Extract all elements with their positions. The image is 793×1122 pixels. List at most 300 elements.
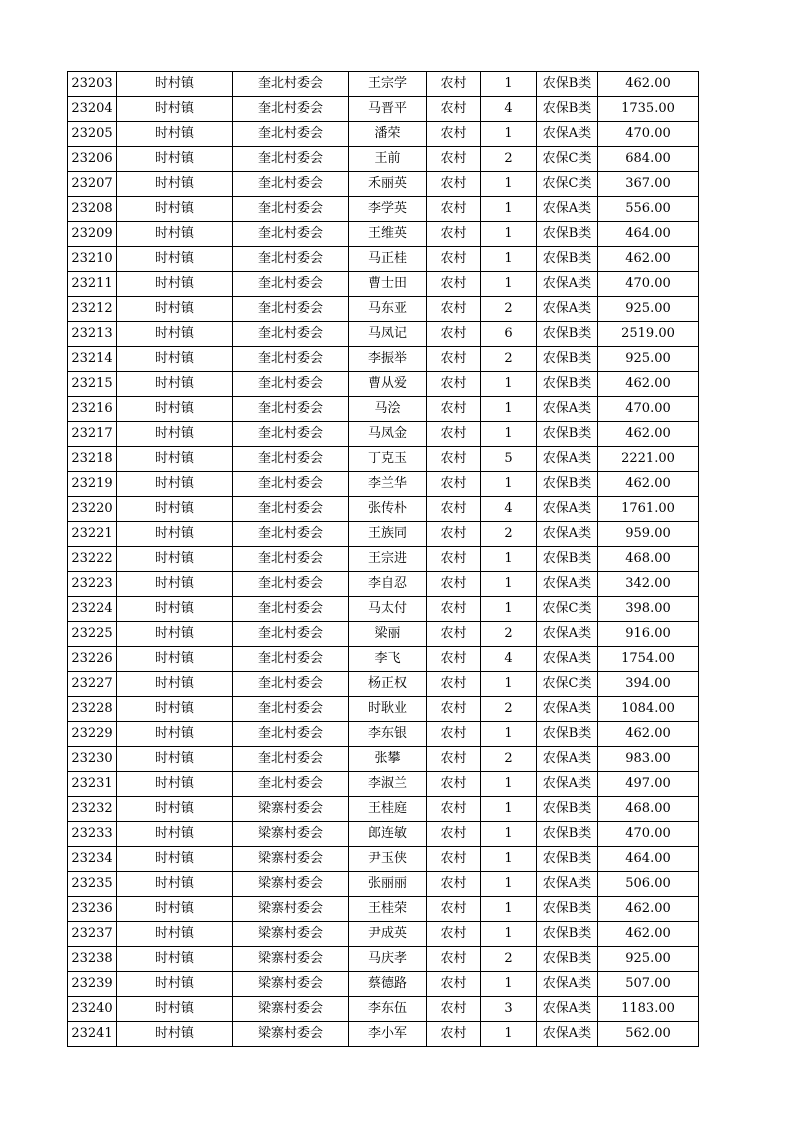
household-type-cell: 农村 <box>427 422 481 447</box>
village-committee-cell: 梁寨村委会 <box>233 947 349 972</box>
record-id-cell: 23224 <box>68 597 117 622</box>
table-row <box>68 672 699 697</box>
member-count-cell: 6 <box>481 322 537 347</box>
person-name-cell: 张攀 <box>349 747 427 772</box>
member-count-cell: 1 <box>481 972 537 997</box>
category-cell: 农保B类 <box>537 922 598 947</box>
town-cell: 时村镇 <box>117 922 233 947</box>
village-committee-cell: 奎北村委会 <box>233 247 349 272</box>
person-name-cell: 王前 <box>349 147 427 172</box>
category-cell: 农保B类 <box>537 72 598 97</box>
member-count-cell: 3 <box>481 997 537 1022</box>
village-committee-cell: 奎北村委会 <box>233 97 349 122</box>
town-cell: 时村镇 <box>117 147 233 172</box>
village-committee-cell: 奎北村委会 <box>233 497 349 522</box>
member-count-cell: 1 <box>481 922 537 947</box>
record-id-cell: 23212 <box>68 297 117 322</box>
village-committee-cell: 奎北村委会 <box>233 297 349 322</box>
household-type-cell: 农村 <box>427 772 481 797</box>
person-name-cell: 杨正权 <box>349 672 427 697</box>
town-cell: 时村镇 <box>117 647 233 672</box>
amount-cell: 462.00 <box>598 922 699 947</box>
village-committee-cell: 奎北村委会 <box>233 372 349 397</box>
record-id-cell: 23227 <box>68 672 117 697</box>
town-cell: 时村镇 <box>117 347 233 372</box>
member-count-cell: 1 <box>481 672 537 697</box>
person-name-cell: 李兰华 <box>349 472 427 497</box>
amount-cell: 1735.00 <box>598 97 699 122</box>
record-id-cell: 23241 <box>68 1022 117 1047</box>
town-cell: 时村镇 <box>117 872 233 897</box>
table-row <box>68 972 699 997</box>
town-cell: 时村镇 <box>117 197 233 222</box>
person-name-cell: 马凤记 <box>349 322 427 347</box>
town-cell: 时村镇 <box>117 297 233 322</box>
village-committee-cell: 奎北村委会 <box>233 747 349 772</box>
household-type-cell: 农村 <box>427 747 481 772</box>
person-name-cell: 尹玉侠 <box>349 847 427 872</box>
village-committee-cell: 奎北村委会 <box>233 397 349 422</box>
town-cell: 时村镇 <box>117 947 233 972</box>
table-row <box>68 822 699 847</box>
member-count-cell: 2 <box>481 297 537 322</box>
village-committee-cell: 奎北村委会 <box>233 272 349 297</box>
town-cell: 时村镇 <box>117 522 233 547</box>
category-cell: 农保C类 <box>537 672 598 697</box>
record-id-cell: 23220 <box>68 497 117 522</box>
category-cell: 农保A类 <box>537 497 598 522</box>
record-id-cell: 23206 <box>68 147 117 172</box>
village-committee-cell: 梁寨村委会 <box>233 897 349 922</box>
person-name-cell: 梁丽 <box>349 622 427 647</box>
household-type-cell: 农村 <box>427 497 481 522</box>
record-id-cell: 23218 <box>68 447 117 472</box>
person-name-cell: 马浍 <box>349 397 427 422</box>
amount-cell: 562.00 <box>598 1022 699 1047</box>
record-id-cell: 23230 <box>68 747 117 772</box>
record-id-cell: 23216 <box>68 397 117 422</box>
household-type-cell: 农村 <box>427 97 481 122</box>
town-cell: 时村镇 <box>117 497 233 522</box>
household-type-cell: 农村 <box>427 847 481 872</box>
person-name-cell: 张丽丽 <box>349 872 427 897</box>
record-id-cell: 23204 <box>68 97 117 122</box>
table-row <box>68 597 699 622</box>
person-name-cell: 李东银 <box>349 722 427 747</box>
town-cell: 时村镇 <box>117 797 233 822</box>
amount-cell: 1754.00 <box>598 647 699 672</box>
person-name-cell: 李学英 <box>349 197 427 222</box>
amount-cell: 556.00 <box>598 197 699 222</box>
town-cell: 时村镇 <box>117 72 233 97</box>
village-committee-cell: 奎北村委会 <box>233 147 349 172</box>
household-type-cell: 农村 <box>427 322 481 347</box>
member-count-cell: 2 <box>481 747 537 772</box>
amount-cell: 925.00 <box>598 297 699 322</box>
village-committee-cell: 奎北村委会 <box>233 572 349 597</box>
person-name-cell: 时耿业 <box>349 697 427 722</box>
town-cell: 时村镇 <box>117 897 233 922</box>
household-type-cell: 农村 <box>427 547 481 572</box>
amount-cell: 925.00 <box>598 947 699 972</box>
table-row <box>68 897 699 922</box>
member-count-cell: 1 <box>481 847 537 872</box>
person-name-cell: 马晋平 <box>349 97 427 122</box>
amount-cell: 959.00 <box>598 522 699 547</box>
village-committee-cell: 奎北村委会 <box>233 172 349 197</box>
village-committee-cell: 梁寨村委会 <box>233 922 349 947</box>
record-id-cell: 23215 <box>68 372 117 397</box>
category-cell: 农保B类 <box>537 347 598 372</box>
village-committee-cell: 奎北村委会 <box>233 322 349 347</box>
member-count-cell: 2 <box>481 147 537 172</box>
household-type-cell: 农村 <box>427 447 481 472</box>
household-type-cell: 农村 <box>427 597 481 622</box>
category-cell: 农保A类 <box>537 997 598 1022</box>
member-count-cell: 1 <box>481 1022 537 1047</box>
amount-cell: 462.00 <box>598 897 699 922</box>
village-committee-cell: 奎北村委会 <box>233 222 349 247</box>
village-committee-cell: 梁寨村委会 <box>233 822 349 847</box>
record-id-cell: 23235 <box>68 872 117 897</box>
record-id-cell: 23210 <box>68 247 117 272</box>
village-committee-cell: 梁寨村委会 <box>233 847 349 872</box>
table-row <box>68 322 699 347</box>
amount-cell: 506.00 <box>598 872 699 897</box>
person-name-cell: 王维英 <box>349 222 427 247</box>
table-row <box>68 847 699 872</box>
village-committee-cell: 奎北村委会 <box>233 472 349 497</box>
person-name-cell: 马东亚 <box>349 297 427 322</box>
record-id-cell: 23223 <box>68 572 117 597</box>
category-cell: 农保A类 <box>537 522 598 547</box>
table-row <box>68 272 699 297</box>
household-type-cell: 农村 <box>427 647 481 672</box>
person-name-cell: 李自忍 <box>349 572 427 597</box>
record-id-cell: 23228 <box>68 697 117 722</box>
town-cell: 时村镇 <box>117 672 233 697</box>
person-name-cell: 李东伍 <box>349 997 427 1022</box>
village-committee-cell: 梁寨村委会 <box>233 972 349 997</box>
table-row <box>68 197 699 222</box>
household-type-cell: 农村 <box>427 397 481 422</box>
member-count-cell: 1 <box>481 797 537 822</box>
amount-cell: 1761.00 <box>598 497 699 522</box>
amount-cell: 925.00 <box>598 347 699 372</box>
member-count-cell: 1 <box>481 197 537 222</box>
table-row <box>68 922 699 947</box>
town-cell: 时村镇 <box>117 422 233 447</box>
record-id-cell: 23219 <box>68 472 117 497</box>
person-name-cell: 郎连敏 <box>349 822 427 847</box>
amount-cell: 470.00 <box>598 122 699 147</box>
village-committee-cell: 梁寨村委会 <box>233 1022 349 1047</box>
household-type-cell: 农村 <box>427 872 481 897</box>
town-cell: 时村镇 <box>117 472 233 497</box>
category-cell: 农保A类 <box>537 972 598 997</box>
person-name-cell: 李飞 <box>349 647 427 672</box>
village-committee-cell: 奎北村委会 <box>233 622 349 647</box>
amount-cell: 684.00 <box>598 147 699 172</box>
amount-cell: 468.00 <box>598 547 699 572</box>
amount-cell: 470.00 <box>598 272 699 297</box>
category-cell: 农保B类 <box>537 472 598 497</box>
household-type-cell: 农村 <box>427 172 481 197</box>
category-cell: 农保A类 <box>537 197 598 222</box>
category-cell: 农保A类 <box>537 747 598 772</box>
record-id-cell: 23203 <box>68 72 117 97</box>
amount-cell: 462.00 <box>598 722 699 747</box>
person-name-cell: 王桂庭 <box>349 797 427 822</box>
person-name-cell: 李淑兰 <box>349 772 427 797</box>
person-name-cell: 潘荣 <box>349 122 427 147</box>
category-cell: 农保A类 <box>537 697 598 722</box>
household-type-cell: 农村 <box>427 197 481 222</box>
table-row <box>68 297 699 322</box>
town-cell: 时村镇 <box>117 772 233 797</box>
amount-cell: 462.00 <box>598 247 699 272</box>
member-count-cell: 1 <box>481 372 537 397</box>
village-committee-cell: 梁寨村委会 <box>233 872 349 897</box>
member-count-cell: 2 <box>481 522 537 547</box>
person-name-cell: 禾丽英 <box>349 172 427 197</box>
village-committee-cell: 奎北村委会 <box>233 122 349 147</box>
person-name-cell: 王桂荣 <box>349 897 427 922</box>
amount-cell: 398.00 <box>598 597 699 622</box>
table-row <box>68 697 699 722</box>
record-id-cell: 23237 <box>68 922 117 947</box>
town-cell: 时村镇 <box>117 722 233 747</box>
category-cell: 农保C类 <box>537 172 598 197</box>
amount-cell: 916.00 <box>598 622 699 647</box>
table-row <box>68 97 699 122</box>
table-row <box>68 122 699 147</box>
category-cell: 农保A类 <box>537 622 598 647</box>
town-cell: 时村镇 <box>117 97 233 122</box>
member-count-cell: 1 <box>481 172 537 197</box>
table-row <box>68 72 699 97</box>
category-cell: 农保B类 <box>537 947 598 972</box>
category-cell: 农保B类 <box>537 247 598 272</box>
record-id-cell: 23213 <box>68 322 117 347</box>
person-name-cell: 曹士田 <box>349 272 427 297</box>
person-name-cell: 马庆孝 <box>349 947 427 972</box>
table-row <box>68 522 699 547</box>
category-cell: 农保B类 <box>537 822 598 847</box>
town-cell: 时村镇 <box>117 1022 233 1047</box>
member-count-cell: 4 <box>481 497 537 522</box>
member-count-cell: 4 <box>481 647 537 672</box>
category-cell: 农保A类 <box>537 647 598 672</box>
town-cell: 时村镇 <box>117 597 233 622</box>
person-name-cell: 李小军 <box>349 1022 427 1047</box>
category-cell: 农保B类 <box>537 897 598 922</box>
table-row <box>68 747 699 772</box>
amount-cell: 367.00 <box>598 172 699 197</box>
member-count-cell: 1 <box>481 122 537 147</box>
roster-table <box>67 71 699 1047</box>
table-row <box>68 497 699 522</box>
table-row <box>68 172 699 197</box>
household-type-cell: 农村 <box>427 72 481 97</box>
person-name-cell: 马太付 <box>349 597 427 622</box>
record-id-cell: 23205 <box>68 122 117 147</box>
table-row <box>68 347 699 372</box>
roster-body <box>68 72 699 1047</box>
category-cell: 农保A类 <box>537 272 598 297</box>
record-id-cell: 23225 <box>68 622 117 647</box>
household-type-cell: 农村 <box>427 1022 481 1047</box>
household-type-cell: 农村 <box>427 147 481 172</box>
category-cell: 农保A类 <box>537 572 598 597</box>
person-name-cell: 张传朴 <box>349 497 427 522</box>
person-name-cell: 王族同 <box>349 522 427 547</box>
record-id-cell: 23229 <box>68 722 117 747</box>
village-committee-cell: 梁寨村委会 <box>233 797 349 822</box>
amount-cell: 464.00 <box>598 222 699 247</box>
amount-cell: 462.00 <box>598 472 699 497</box>
household-type-cell: 农村 <box>427 472 481 497</box>
record-id-cell: 23211 <box>68 272 117 297</box>
category-cell: 农保B类 <box>537 722 598 747</box>
amount-cell: 2221.00 <box>598 447 699 472</box>
member-count-cell: 1 <box>481 272 537 297</box>
amount-cell: 1183.00 <box>598 997 699 1022</box>
category-cell: 农保A类 <box>537 772 598 797</box>
household-type-cell: 农村 <box>427 297 481 322</box>
table-row <box>68 222 699 247</box>
table-row <box>68 1022 699 1047</box>
category-cell: 农保B类 <box>537 797 598 822</box>
record-id-cell: 23234 <box>68 847 117 872</box>
amount-cell: 342.00 <box>598 572 699 597</box>
amount-cell: 462.00 <box>598 422 699 447</box>
record-id-cell: 23207 <box>68 172 117 197</box>
category-cell: 农保B类 <box>537 847 598 872</box>
member-count-cell: 1 <box>481 572 537 597</box>
amount-cell: 464.00 <box>598 847 699 872</box>
amount-cell: 497.00 <box>598 772 699 797</box>
table-row <box>68 372 699 397</box>
town-cell: 时村镇 <box>117 547 233 572</box>
village-committee-cell: 奎北村委会 <box>233 772 349 797</box>
amount-cell: 470.00 <box>598 822 699 847</box>
person-name-cell: 尹成英 <box>349 922 427 947</box>
category-cell: 农保B类 <box>537 547 598 572</box>
table-row <box>68 947 699 972</box>
table-row <box>68 622 699 647</box>
village-committee-cell: 奎北村委会 <box>233 197 349 222</box>
town-cell: 时村镇 <box>117 397 233 422</box>
category-cell: 农保C类 <box>537 147 598 172</box>
member-count-cell: 1 <box>481 72 537 97</box>
town-cell: 时村镇 <box>117 122 233 147</box>
record-id-cell: 23208 <box>68 197 117 222</box>
category-cell: 农保B类 <box>537 322 598 347</box>
table-row <box>68 547 699 572</box>
table-row <box>68 247 699 272</box>
table-row <box>68 872 699 897</box>
town-cell: 时村镇 <box>117 222 233 247</box>
category-cell: 农保B类 <box>537 222 598 247</box>
village-committee-cell: 奎北村委会 <box>233 447 349 472</box>
town-cell: 时村镇 <box>117 972 233 997</box>
table-row <box>68 147 699 172</box>
village-committee-cell: 奎北村委会 <box>233 672 349 697</box>
table-row <box>68 797 699 822</box>
record-id-cell: 23232 <box>68 797 117 822</box>
person-name-cell: 丁克玉 <box>349 447 427 472</box>
household-type-cell: 农村 <box>427 672 481 697</box>
category-cell: 农保A类 <box>537 397 598 422</box>
category-cell: 农保A类 <box>537 447 598 472</box>
amount-cell: 394.00 <box>598 672 699 697</box>
person-name-cell: 曹从爱 <box>349 372 427 397</box>
household-type-cell: 农村 <box>427 972 481 997</box>
town-cell: 时村镇 <box>117 822 233 847</box>
category-cell: 农保A类 <box>537 1022 598 1047</box>
household-type-cell: 农村 <box>427 797 481 822</box>
category-cell: 农保B类 <box>537 97 598 122</box>
record-id-cell: 23226 <box>68 647 117 672</box>
table-row <box>68 997 699 1022</box>
record-id-cell: 23233 <box>68 822 117 847</box>
household-type-cell: 农村 <box>427 122 481 147</box>
town-cell: 时村镇 <box>117 997 233 1022</box>
member-count-cell: 2 <box>481 947 537 972</box>
person-name-cell: 王宗进 <box>349 547 427 572</box>
member-count-cell: 5 <box>481 447 537 472</box>
town-cell: 时村镇 <box>117 697 233 722</box>
member-count-cell: 1 <box>481 247 537 272</box>
town-cell: 时村镇 <box>117 372 233 397</box>
record-id-cell: 23240 <box>68 997 117 1022</box>
amount-cell: 2519.00 <box>598 322 699 347</box>
table-row <box>68 397 699 422</box>
village-committee-cell: 奎北村委会 <box>233 547 349 572</box>
household-type-cell: 农村 <box>427 272 481 297</box>
town-cell: 时村镇 <box>117 847 233 872</box>
member-count-cell: 1 <box>481 772 537 797</box>
record-id-cell: 23231 <box>68 772 117 797</box>
household-type-cell: 农村 <box>427 922 481 947</box>
household-type-cell: 农村 <box>427 247 481 272</box>
member-count-cell: 1 <box>481 722 537 747</box>
record-id-cell: 23221 <box>68 522 117 547</box>
village-committee-cell: 奎北村委会 <box>233 697 349 722</box>
table-row <box>68 447 699 472</box>
record-id-cell: 23239 <box>68 972 117 997</box>
record-id-cell: 23236 <box>68 897 117 922</box>
member-count-cell: 1 <box>481 897 537 922</box>
amount-cell: 507.00 <box>598 972 699 997</box>
record-id-cell: 23209 <box>68 222 117 247</box>
household-type-cell: 农村 <box>427 222 481 247</box>
table-row <box>68 647 699 672</box>
household-type-cell: 农村 <box>427 347 481 372</box>
village-committee-cell: 奎北村委会 <box>233 722 349 747</box>
member-count-cell: 4 <box>481 97 537 122</box>
household-type-cell: 农村 <box>427 722 481 747</box>
village-committee-cell: 奎北村委会 <box>233 647 349 672</box>
town-cell: 时村镇 <box>117 572 233 597</box>
household-type-cell: 农村 <box>427 897 481 922</box>
town-cell: 时村镇 <box>117 322 233 347</box>
town-cell: 时村镇 <box>117 622 233 647</box>
member-count-cell: 2 <box>481 622 537 647</box>
category-cell: 农保A类 <box>537 297 598 322</box>
member-count-cell: 1 <box>481 872 537 897</box>
